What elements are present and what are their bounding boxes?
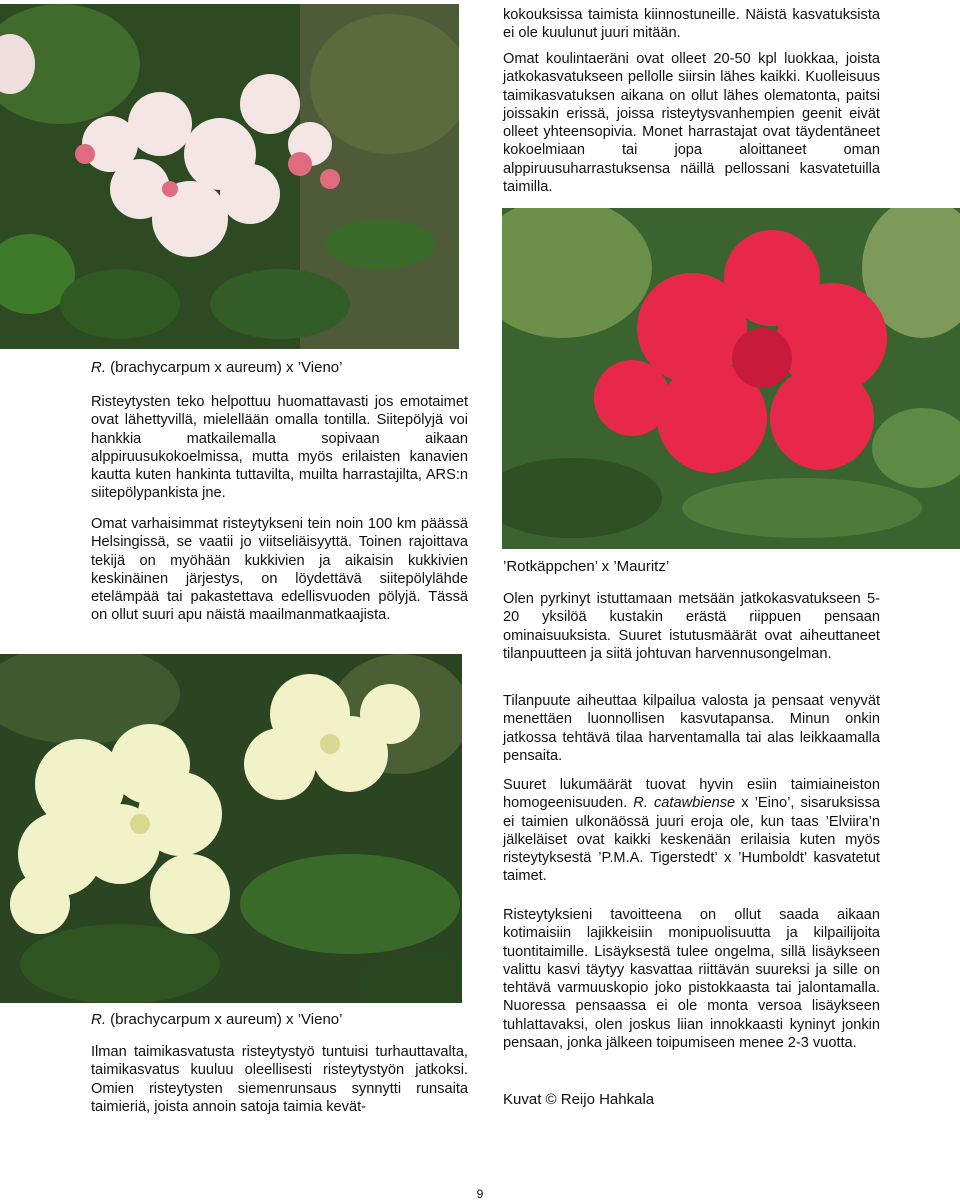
photo-red-rhododendron (502, 208, 960, 549)
caption-species: R. (91, 359, 106, 376)
paragraph-homogeneity (503, 776, 880, 886)
photo-credit: Kuvat © Reijo Hahkala (503, 1091, 655, 1108)
paragraph-transplant-batches: Omat koulintaeräni ovat olleet 20-50 kpl luokkaa, joista jatkokasvatukseen pellolle siirsin lähes kaikki. Kuolleisuus taimikasvatuksen aikana on ollut lähes olematonta, paitsi joissakin erissä, joissa risteytysvanhempien geenit eivät olleet yhteensopivia. Monet harrastajat ovat täydentäneet kokoelmiaan tai jopa aloittaneet oman alppiruusuharrastuksensa näillä pellossani kasvatetuilla taimilla. (503, 51, 880, 196)
paragraph-early-crosses: Omat varhaisimmat risteytykseni tein noin 100 km päässä Helsingissä, se vaatii jo viitseliäisyyttä. Toinen rajoittava tekijä on myöhään kukkivien ja aikaisin kukkivien keskinäinen järjestys, on löydettävä siitepölylähde etelämpää tai pakastettava edellisvuoden pölyjä. Tässä on ollut suuri apu näistä maailmanmatkaajista. (91, 516, 468, 624)
caption-text: (brachycarpum x aureum) x ’Vieno’ (106, 1011, 343, 1028)
paragraph-space-shortage: Tilanpuute aiheuttaa kilpailua valosta ja pensaat venyvät menettäen luonnollisen kasvutapansa. Minun onkin jatkossa tehtävä tilaa harventamalla tai alas leikkaamalla pensaita. (503, 693, 880, 764)
paragraph-meeting-seedlings: kokouksissa taimista kiinnostuneille. Näistä kasvatuksista ei ole kuulunut juuri mitään. (503, 7, 880, 42)
paragraph-pollen-sources: Risteytysten teko helpottuu huomattavasti jos emotaimet ovat lähettyvillä, mielellään omalla tontilla. Siitepölyjä voi hankkia matkailemalla sopivaan aikaan alppiruusukokoelmissa, mutta myös erilaisten kanavien kautta kuten hankinta tuttavilta, muilta harrastajilta, ARS:n siitepölypankista jne. (91, 394, 468, 502)
paragraph-text: Suuret lukumäärät tuovat hyvin esiin taimiaineiston homogeenisuuden. (503, 777, 880, 812)
paragraph-text: x ’Eino’, sisaruksissa ei taimien ulkonäössä juuri eroja ole, kun taas ’Elviira’n jälkeläiset ovat kaikki keskenään erilaisia kuten myös risteytyksestä ’P.M.A. Tigerstedt’ x ’Humboldt’ kasvatetut taimet. (503, 795, 881, 885)
photo-cream-rhododendron (0, 654, 462, 1003)
paragraph-forest-planting: Olen pyrkinyt istuttamaan metsään jatkokasvatukseen 5-20 yksilöä kustakin erästä riippuen pensaan ominaisuuksista. Suuret istutusmäärät ovat aiheuttaneet tilanpuutteen ja siitä johtuvan harvennusongelman. (503, 591, 880, 662)
caption-rotkappchen-mauritz: ’Rotkäppchen’ x ’Mauritz’ (503, 558, 670, 575)
paragraph-breeding-goals: Risteytyksieni tavoitteena on ollut saada aikaan kotimaisiin lajikkeisiin monipuolisuutta ja kilpailijoita tuontitaimille. Lisäyksestä tulee ongelma, sillä lisäykseen valittu kasvi täytyy kasvattaa riittävän suureksi ja sille on tehtävä varmuuskopio joko pistokkaasta tai jalontamalla. Nuoressa pensaassa ei ole monta versoa lisäykseen tuhlattavaksi, olen joskus liian innokkaasti kyninyt jonkin pensaan, jonka jälkeen toipumiseen menee 2-3 vuotta. (503, 907, 880, 1052)
species-name: R. catawbiense (633, 795, 736, 812)
caption-species: R. (91, 1011, 106, 1028)
photo-pink-white-rhododendron (0, 4, 459, 349)
caption-brachycarpum-vieno-1 (91, 359, 471, 377)
caption-text: (brachycarpum x aureum) x ’Vieno’ (106, 359, 343, 376)
paragraph-seedling-cultivation: Ilman taimikasvatusta risteytystyö tuntuisi turhauttavalta, taimikasvatus kuuluu oleellisesti risteytystyön jatkoksi. Omien risteytysten siemenrunsaus synnytti runsaita taimieriä, joista annoin satoja taimia kevät- (91, 1044, 468, 1115)
page-number: 9 (476, 1187, 484, 1201)
caption-brachycarpum-vieno-2 (91, 1011, 471, 1029)
